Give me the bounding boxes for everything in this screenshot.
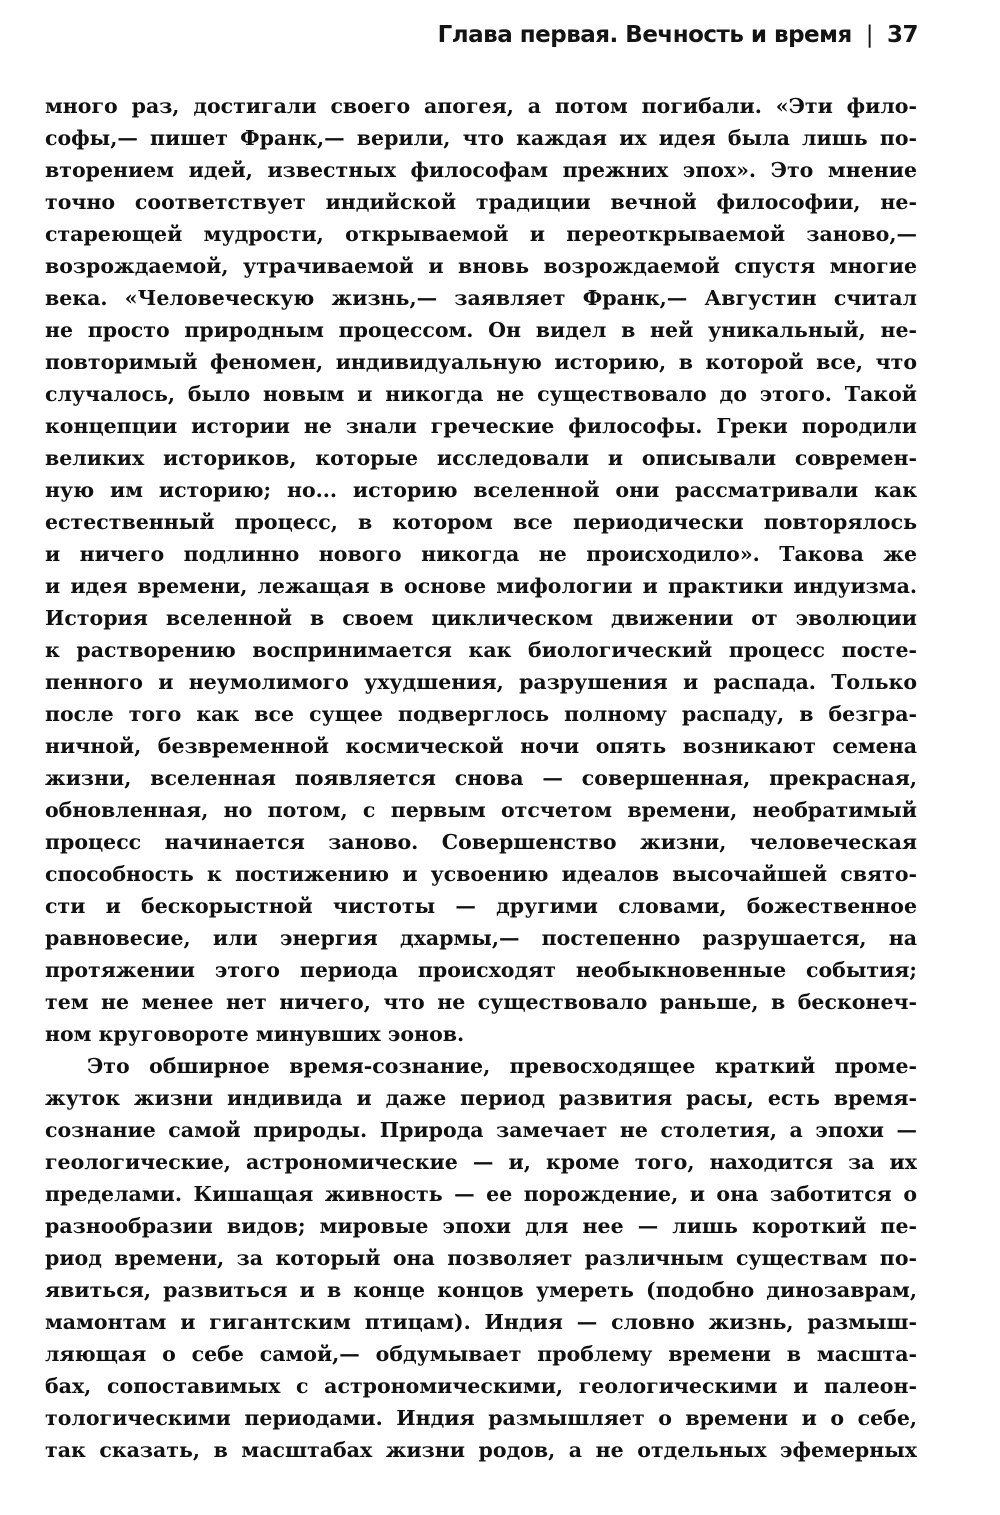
text-line: стареющей мудрости, открываемой и переоткрываемой заново,— — [45, 222, 917, 246]
text-line: к растворению воспринимается как биологический процесс посте- — [45, 638, 917, 662]
text-line: века. «Человеческую жизнь,— заявляет Франк,— Августин считал — [45, 286, 917, 310]
text-line: разнообразии видов; мировые эпохи для нее — лишь короткий пе- — [45, 1214, 917, 1238]
text-line: геологические, астрономические — и, кроме того, находится за их — [45, 1150, 917, 1174]
chapter-title: Глава первая. Вечность и время — [437, 22, 852, 48]
text-line: тологическими периодами. Индия размышляет о времени и о себе, — [45, 1406, 917, 1430]
body-text — [45, 90, 917, 1466]
text-line: не просто природным процессом. Он видел в ней уникальный, не- — [45, 318, 917, 342]
paragraph-end-line: ном круговороте минувших эонов. — [45, 1022, 465, 1046]
text-line: бах, сопоставимых с астрономическими, геологическими и палеон- — [45, 1374, 917, 1398]
text-line: повторимый феномен, индивидуальную историю, в которой все, что — [45, 350, 917, 374]
text-line: риод времени, за который она позволяет различным существам по- — [45, 1246, 917, 1270]
text-line: софы,— пишет Франк,— верили, что каждая их идея была лишь по- — [45, 126, 917, 150]
text-line: точно соответствует индийской традиции вечной философии, не- — [45, 190, 917, 214]
text-line: и ничего подлинно нового никогда не происходило». Такова же — [45, 542, 917, 566]
text-line: концепции истории не знали греческие философы. Греки породили — [45, 414, 917, 438]
paragraph-first-line: Это обширное время-сознание, превосходящее краткий проме- — [87, 1054, 917, 1078]
text-line: сознание самой природы. Природа замечает не столетия, а эпохи — — [45, 1118, 917, 1142]
text-line: возрождаемой, утрачиваемой и вновь возрождаемой спустя многие — [45, 254, 917, 278]
text-line: после того как все сущее подверглось полному распаду, в безгра- — [45, 702, 917, 726]
text-line: пенного и неумолимого ухудшения, разрушения и распада. Только — [45, 670, 917, 694]
text-line: обновленная, но потом, с первым отсчетом времени, необратимый — [45, 798, 917, 822]
text-line: явиться, развиться и в конце концов умереть (подобно динозаврам, — [45, 1278, 917, 1302]
text-line: так сказать, в масштабах жизни родов, а не отдельных эфемерных — [45, 1438, 917, 1462]
text-line: История вселенной в своем циклическом движении от эволюции — [45, 606, 917, 630]
text-line: вторением идей, известных философам прежних эпох». Это мнение — [45, 158, 917, 182]
text-line: жуток жизни индивида и даже период развития расы, есть время- — [45, 1086, 917, 1110]
text-line: сти и бескорыстной чистоты — другими словами, божественное — [45, 894, 917, 918]
text-line: много раз, достигали своего апогея, а потом погибали. «Эти фило- — [45, 94, 917, 118]
text-line: протяжении этого периода происходят необыкновенные события; — [45, 958, 917, 982]
text-line: ничной, безвременной космической ночи опять возникают семена — [45, 734, 917, 758]
text-line: и идея времени, лежащая в основе мифологии и практики индуизма. — [45, 574, 917, 598]
text-line: процесс начинается заново. Совершенство жизни, человеческая — [45, 830, 917, 854]
text-line: тем не менее нет ничего, что не существовало раньше, в бесконеч- — [45, 990, 917, 1014]
text-line: естественный процесс, в котором все периодически повторялось — [45, 510, 917, 534]
header-separator: | — [865, 22, 873, 48]
text-line: способность к постижению и усвоению идеалов высочайшей свято- — [45, 862, 917, 886]
text-line: равновесие, или энергия дхармы,— постепенно разрушается, на — [45, 926, 917, 950]
text-line: ную им историю; но... историю вселенной они рассматривали как — [45, 478, 917, 502]
text-line: великих историков, которые исследовали и описывали современ- — [45, 446, 917, 470]
text-line: пределами. Кишащая живность — ее порождение, и она заботится о — [45, 1182, 917, 1206]
text-line: жизни, вселенная появляется снова — совершенная, прекрасная, — [45, 766, 917, 790]
text-line: ляющая о себе самой,— обдумывает проблему времени в масшта- — [45, 1342, 917, 1366]
text-line: случалось, было новым и никогда не существовало до этого. Такой — [45, 382, 917, 406]
page-number: 37 — [886, 22, 918, 48]
running-header — [438, 22, 918, 48]
text-line: мамонтам и гигантским птицам). Индия — словно жизнь, размыш- — [45, 1310, 917, 1334]
